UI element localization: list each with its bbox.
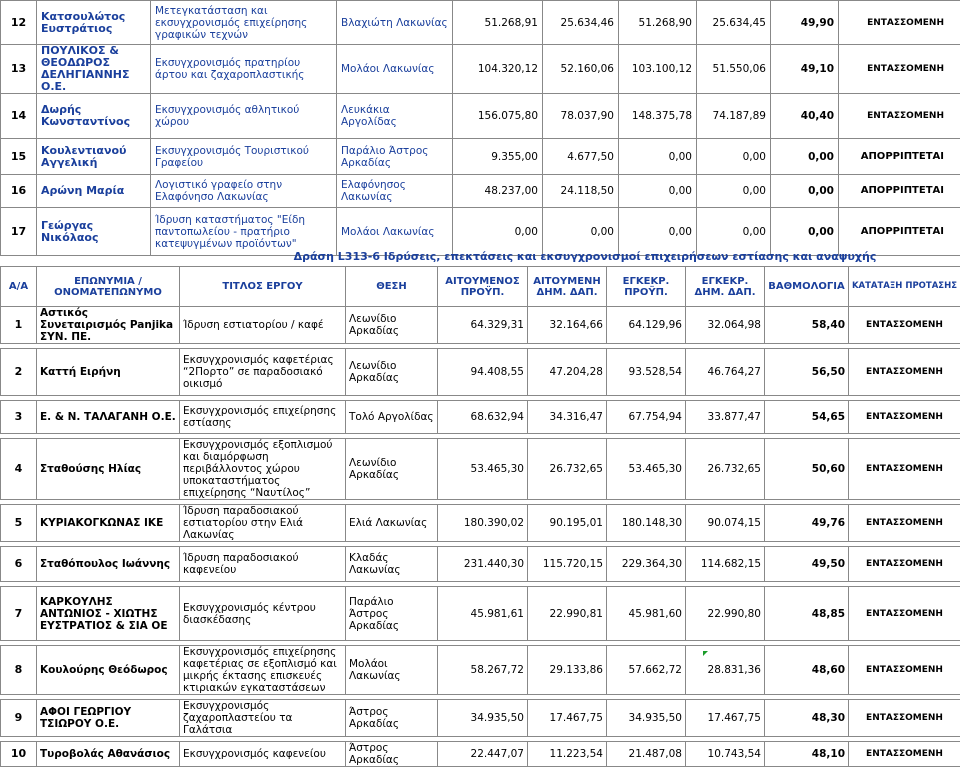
project-title-cell: Ίδρυση καταστήματος "Είδη παντοπωλείου - πρατήριο κατεψυγμένων προϊόντων" (151, 208, 337, 256)
approved-budget-cell: 53.465,30 (607, 439, 686, 500)
requested-public-expense-cell: 17.467,75 (528, 700, 607, 737)
applicant-name-cell: Αρώνη Μαρία (37, 175, 151, 208)
applicant-name-cell: Καττή Ειρήνη (37, 349, 180, 396)
requested-budget-cell: 53.465,30 (438, 439, 528, 500)
row-number-cell: 6 (1, 547, 37, 582)
requested-public-expense-cell: 0,00 (543, 208, 619, 256)
applicant-name-cell: ΠΟΥΛΙΚΟΣ & ΘΕΟΔΩΡΟΣ ΔΕΛΗΓΙΑΝΝΗΣ Ο.Ε. (37, 45, 151, 94)
table-row (1, 208, 960, 256)
requested-public-expense-cell: 34.316,47 (528, 401, 607, 434)
project-title-cell: Εκσυγχρονισμός κέντρου διασκέδασης (180, 587, 346, 641)
location-cell: Λεωνίδιο Αρκαδίας (346, 307, 438, 344)
score-cell: 54,65 (765, 401, 849, 434)
project-title-cell: Εκσυγχρονισμός αθλητικού χώρου (151, 94, 337, 139)
header-name: ΕΠΩΝΥΜΙΑ / ΟΝΟΜΑΤΕΠΩΝΥΜΟ (37, 267, 180, 307)
location-cell: Ελιά Λακωνίας (346, 505, 438, 542)
score-cell: 48,30 (765, 700, 849, 737)
requested-public-expense-cell: 24.118,50 (543, 175, 619, 208)
approved-budget-cell: 0,00 (619, 139, 697, 175)
row-number-cell: 5 (1, 505, 37, 542)
requested-public-expense-cell: 52.160,06 (543, 45, 619, 94)
table-row (1, 587, 960, 641)
requested-budget-cell: 45.981,61 (438, 587, 528, 641)
header-location: ΘΕΣΗ (346, 267, 438, 307)
project-title-cell: Εκσυγχρονισμός πρατηρίου άρτου και ζαχαροπλαστικής (151, 45, 337, 94)
score-cell: 48,60 (765, 646, 849, 695)
applicant-name-cell: Κατσουλώτος Ευστράτιος (37, 1, 151, 45)
action-l313-6-table (0, 266, 960, 767)
applicant-name-cell: ΑΦΟΙ ΓΕΩΡΓΙΟΥ ΤΣΙΩΡΟΥ Ο.Ε. (37, 700, 180, 737)
project-title-cell: Ίδρυση εστιατορίου / καφέ (180, 307, 346, 344)
requested-public-expense-cell: 25.634,46 (543, 1, 619, 45)
approved-public-expense-cell: 33.877,47 (686, 401, 765, 434)
table-row (1, 547, 960, 582)
score-cell: 0,00 (771, 175, 839, 208)
approved-public-expense-cell: 74.187,89 (697, 94, 771, 139)
header-status: ΚΑΤΑΤΑΞΗ ΠΡΟΤΑΣΗΣ (849, 267, 960, 307)
location-cell: Άστρος Αρκαδίας (346, 700, 438, 737)
row-number-cell: 1 (1, 307, 37, 344)
approved-budget-cell: 0,00 (619, 208, 697, 256)
row-number-cell: 7 (1, 587, 37, 641)
row-number-cell: 12 (1, 1, 37, 45)
approved-public-expense-cell: 26.732,65 (686, 439, 765, 500)
requested-budget-cell: 51.268,91 (453, 1, 543, 45)
approved-public-expense-cell: 90.074,15 (686, 505, 765, 542)
header-project: ΤΙΤΛΟΣ ΕΡΓΟΥ (180, 267, 346, 307)
approved-budget-cell: 64.129,96 (607, 307, 686, 344)
approved-budget-cell: 45.981,60 (607, 587, 686, 641)
score-cell: 50,60 (765, 439, 849, 500)
score-cell: 56,50 (765, 349, 849, 396)
requested-budget-cell: 64.329,31 (438, 307, 528, 344)
header-score: ΒΑΘΜΟΛΟΓΙΑ (765, 267, 849, 307)
requested-public-expense-cell: 90.195,01 (528, 505, 607, 542)
approved-budget-cell: 34.935,50 (607, 700, 686, 737)
table-row (1, 439, 960, 500)
row-number-cell: 17 (1, 208, 37, 256)
header-aa: Α/Α (1, 267, 37, 307)
requested-public-expense-cell: 4.677,50 (543, 139, 619, 175)
status-cell: ΕΝΤΑΣΣΟΜΕΝΗ (849, 547, 960, 582)
header-requested-public: ΑΙΤΟΥΜΕΝΗ ΔΗΜ. ΔΑΠ. (528, 267, 607, 307)
table-row (1, 505, 960, 542)
row-number-cell: 13 (1, 45, 37, 94)
applicant-name-cell: Ε. & Ν. ΤΑΛΑΓΑΝΗ Ο.Ε. (37, 401, 180, 434)
applicant-name-cell: Τυροβολάς Αθανάσιος (37, 742, 180, 767)
status-cell: ΑΠΟΡΡΙΠΤΕΤΑΙ (839, 139, 960, 175)
approved-public-expense-cell: 25.634,45 (697, 1, 771, 45)
requested-public-expense-cell: 78.037,90 (543, 94, 619, 139)
score-cell: 0,00 (771, 208, 839, 256)
score-cell: 40,40 (771, 94, 839, 139)
row-number-cell: 2 (1, 349, 37, 396)
approved-public-expense-cell: 46.764,27 (686, 349, 765, 396)
requested-budget-cell: 68.632,94 (438, 401, 528, 434)
project-title-cell: Ίδρυση παραδοσιακού εστιατορίου στην Ελιά Λακωνίας (180, 505, 346, 542)
approved-public-expense-cell: 17.467,75 (686, 700, 765, 737)
row-number-cell: 4 (1, 439, 37, 500)
applicant-name-cell: Κουλούρης Θεόδωρος (37, 646, 180, 695)
status-cell: ΕΝΤΑΣΣΟΜΕΝΗ (849, 587, 960, 641)
applicant-name-cell: Γεώργας Νικόλαος (37, 208, 151, 256)
location-cell: Λεωνίδιο Αρκαδίας (346, 349, 438, 396)
project-title-cell: Ίδρυση παραδοσιακού καφενείου (180, 547, 346, 582)
approved-budget-cell: 148.375,78 (619, 94, 697, 139)
table-row (1, 349, 960, 396)
requested-public-expense-cell: 22.990,81 (528, 587, 607, 641)
applicant-name-cell: Σταθόπουλος Ιωάννης (37, 547, 180, 582)
requested-budget-cell: 34.935,50 (438, 700, 528, 737)
applicant-name-cell: ΚΑΡΚΟΥΛΗΣ ΑΝΤΩΝΙΟΣ - ΧΙΩΤΗΣ ΕΥΣΤΡΑΤΙΟΣ & ΣΙΑ ΟΕ (37, 587, 180, 641)
table-row (1, 45, 960, 94)
project-title-cell: Εκσυγχρονισμός καφετέριας “2Πορτο” σε παραδοσιακό οικισμό (180, 349, 346, 396)
previous-action-table (0, 0, 960, 256)
requested-budget-cell: 0,00 (453, 208, 543, 256)
location-cell: Άστρος Αρκαδίας (346, 742, 438, 767)
requested-public-expense-cell: 11.223,54 (528, 742, 607, 767)
status-cell: ΕΝΤΑΣΣΟΜΕΝΗ (849, 401, 960, 434)
project-title-cell: Εκσυγχρονισμός επιχείρησης εστίασης (180, 401, 346, 434)
location-cell: Μολάοι Λακωνίας (337, 208, 453, 256)
status-cell: ΕΝΤΑΣΣΟΜΕΝΗ (849, 742, 960, 767)
applicant-name-cell: ΚΥΡΙΑΚΟΓΚΩΝΑΣ ΙΚΕ (37, 505, 180, 542)
project-title-cell: Εκσυγχρονισμός καφενείου (180, 742, 346, 767)
table-row (1, 175, 960, 208)
approved-budget-cell: 229.364,30 (607, 547, 686, 582)
requested-budget-cell: 180.390,02 (438, 505, 528, 542)
table-row (1, 742, 960, 767)
project-title-cell: Εκσυγχρονισμός εξοπλισμού και διαμόρφωση περιβάλλοντος χώρου υποκαταστήματος επιχείρησης “Ναυτίλος” (180, 439, 346, 500)
row-number-cell: 9 (1, 700, 37, 737)
location-cell: Ελαφόνησος Λακωνίας (337, 175, 453, 208)
status-cell: ΑΠΟΡΡΙΠΤΕΤΑΙ (839, 175, 960, 208)
status-cell: ΕΝΤΑΣΣΟΜΕΝΗ (849, 439, 960, 500)
applicant-name-cell: Δωρής Κωνσταντίνος (37, 94, 151, 139)
location-cell: Μολάοι Λακωνίας (337, 45, 453, 94)
location-cell: Βλαχιώτη Λακωνίας (337, 1, 453, 45)
approved-budget-cell: 0,00 (619, 175, 697, 208)
score-cell: 49,10 (771, 45, 839, 94)
requested-budget-cell: 231.440,30 (438, 547, 528, 582)
approved-public-expense-cell: 10.743,54 (686, 742, 765, 767)
status-cell: ΕΝΤΑΣΣΟΜΕΝΗ (849, 646, 960, 695)
requested-public-expense-cell: 29.133,86 (528, 646, 607, 695)
table-row (1, 94, 960, 139)
location-cell: Κλαδάς Λακωνίας (346, 547, 438, 582)
table-row (1, 700, 960, 737)
approved-budget-cell: 51.268,90 (619, 1, 697, 45)
table-row (1, 646, 960, 695)
status-cell: ΕΝΤΑΣΣΟΜΕΝΗ (839, 94, 960, 139)
project-title-cell: Εκσυγχρονισμός ζαχαροπλαστείου τα Γαλάτσια (180, 700, 346, 737)
requested-public-expense-cell: 47.204,28 (528, 349, 607, 396)
approved-public-expense-cell: 0,00 (697, 208, 771, 256)
approved-budget-cell: 180.148,30 (607, 505, 686, 542)
project-title-cell: Λογιστικό γραφείο στην Ελαφόνησο Λακωνίας (151, 175, 337, 208)
header-approved-budget: ΕΓΚΕΚΡ. ΠΡΟΫΠ. (607, 267, 686, 307)
status-cell: ΕΝΤΑΣΣΟΜΕΝΗ (849, 505, 960, 542)
requested-public-expense-cell: 26.732,65 (528, 439, 607, 500)
score-cell: 48,85 (765, 587, 849, 641)
score-cell: 49,50 (765, 547, 849, 582)
row-number-cell: 16 (1, 175, 37, 208)
status-cell: ΕΝΤΑΣΣΟΜΕΝΗ (839, 1, 960, 45)
status-cell: ΕΝΤΑΣΣΟΜΕΝΗ (849, 307, 960, 344)
project-title-cell: Μετεγκατάσταση και εκσυγχρονισμός επιχείρησης γραφικών τεχνών (151, 1, 337, 45)
score-cell: 49,76 (765, 505, 849, 542)
header-approved-public: ΕΓΚΕΚΡ. ΔΗΜ. ΔΑΠ. (686, 267, 765, 307)
location-cell: Τολό Αργολίδας (346, 401, 438, 434)
table-row (1, 1, 960, 45)
requested-budget-cell: 22.447,07 (438, 742, 528, 767)
approved-budget-cell: 67.754,94 (607, 401, 686, 434)
requested-budget-cell: 58.267,72 (438, 646, 528, 695)
status-cell: ΑΠΟΡΡΙΠΤΕΤΑΙ (839, 208, 960, 256)
approved-budget-cell: 93.528,54 (607, 349, 686, 396)
score-cell: 49,90 (771, 1, 839, 45)
approved-budget-cell: 21.487,08 (607, 742, 686, 767)
requested-budget-cell: 9.355,00 (453, 139, 543, 175)
approved-public-expense-cell: 114.682,15 (686, 547, 765, 582)
status-cell: ΕΝΤΑΣΣΟΜΕΝΗ (849, 700, 960, 737)
requested-budget-cell: 104.320,12 (453, 45, 543, 94)
project-title-cell: Εκσυγχρονισμός Τουριστικού Γραφείου (151, 139, 337, 175)
status-cell: ΕΝΤΑΣΣΟΜΕΝΗ (849, 349, 960, 396)
requested-budget-cell: 156.075,80 (453, 94, 543, 139)
approved-budget-cell: 57.662,72 (607, 646, 686, 695)
location-cell: Παράλιο Άστρος Αρκαδίας (346, 587, 438, 641)
row-number-cell: 14 (1, 94, 37, 139)
approved-public-expense-cell: 0,00 (697, 139, 771, 175)
location-cell: Παράλιο Άστρος Αρκαδίας (337, 139, 453, 175)
location-cell: Μολάοι Λακωνίας (346, 646, 438, 695)
approved-public-expense-cell: 32.064,98 (686, 307, 765, 344)
cell-marker (703, 651, 708, 656)
location-cell: Λευκάκια Αργολίδας (337, 94, 453, 139)
applicant-name-cell: Κουλεντιανού Αγγελική (37, 139, 151, 175)
row-number-cell: 3 (1, 401, 37, 434)
requested-budget-cell: 94.408,55 (438, 349, 528, 396)
row-number-cell: 8 (1, 646, 37, 695)
approved-public-expense-cell: 28.831,36 (686, 646, 765, 695)
score-cell: 58,40 (765, 307, 849, 344)
table-row (1, 401, 960, 434)
location-cell: Λεωνίδιο Αρκαδίας (346, 439, 438, 500)
table-row (1, 139, 960, 175)
applicant-name-cell: Σταθούσης Ηλίας (37, 439, 180, 500)
requested-budget-cell: 48.237,00 (453, 175, 543, 208)
status-cell: ΕΝΤΑΣΣΟΜΕΝΗ (839, 45, 960, 94)
approved-budget-cell: 103.100,12 (619, 45, 697, 94)
requested-public-expense-cell: 32.164,66 (528, 307, 607, 344)
approved-public-expense-cell: 22.990,80 (686, 587, 765, 641)
score-cell: 48,10 (765, 742, 849, 767)
section-title: Δράση L313-6 Ιδρύσεις, επεκτάσεις και εκσυγχρονισμοί επιχειρήσεων εστίασης και αναψυχής (210, 250, 960, 263)
approved-public-expense-cell: 0,00 (697, 175, 771, 208)
table-row (1, 307, 960, 344)
requested-public-expense-cell: 115.720,15 (528, 547, 607, 582)
row-number-cell: 10 (1, 742, 37, 767)
project-title-cell: Εκσυγχρονισμός επιχείρησης καφετέριας σε εξοπλισμό και μικρής έκτασης επισκευές κτιριακών εγκαταστάσεων (180, 646, 346, 695)
header-row (1, 267, 960, 307)
score-cell: 0,00 (771, 139, 839, 175)
approved-public-expense-cell: 51.550,06 (697, 45, 771, 94)
header-requested-budget: ΑΙΤΟΥΜΕΝΟΣ ΠΡΟΫΠ. (438, 267, 528, 307)
applicant-name-cell: Αστικός Συνεταιρισμός Panjika ΣΥΝ. ΠΕ. (37, 307, 180, 344)
row-number-cell: 15 (1, 139, 37, 175)
